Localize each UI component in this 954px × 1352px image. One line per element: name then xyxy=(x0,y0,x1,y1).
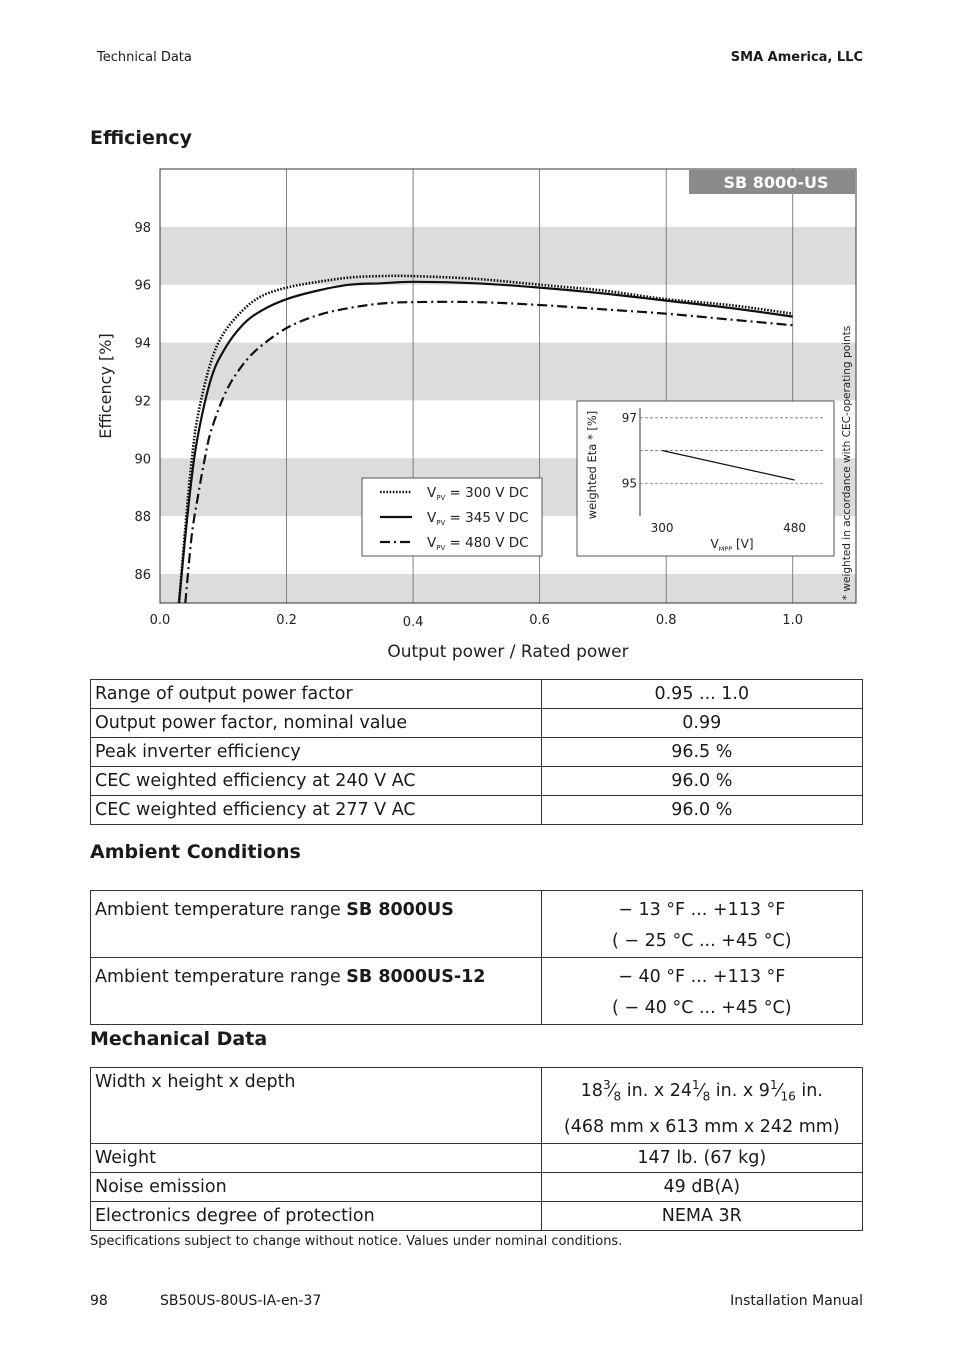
model-badge: SB 8000-US xyxy=(723,173,829,192)
table-row xyxy=(91,891,863,958)
table-row xyxy=(91,958,863,1025)
inset-x-tick: 480 xyxy=(783,521,807,535)
legend-label: $V_{PV} = 480$ V DC xyxy=(427,535,529,552)
grid-band xyxy=(160,574,856,603)
spec-value: − 40 °F ... +113 °F ( − 40 °C ... +45 °C) xyxy=(541,958,862,1025)
spec-value: 0.95 ... 1.0 xyxy=(541,680,862,709)
dims-metric: (468 mm x 613 mm x 242 mm) xyxy=(563,1117,840,1138)
footnote: Specifications subject to change without notice. Values under nominal conditions. xyxy=(90,1234,623,1249)
y-tick-labels xyxy=(134,221,151,583)
inset-y-tick: 97 xyxy=(621,410,637,425)
mechanical-table xyxy=(90,1067,863,1231)
spec-value: 96.0 % xyxy=(541,796,862,825)
table-row xyxy=(91,1173,863,1202)
legend-label: $V_{PV} = 345$ V DC xyxy=(427,510,529,527)
page-number: 98 xyxy=(90,1293,108,1309)
inset-y-label: weighted Eta * [%] xyxy=(585,410,599,520)
header-left: Technical Data xyxy=(97,50,192,65)
spec-value: 96.5 % xyxy=(541,738,862,767)
section-title-efficiency: Efficiency xyxy=(90,127,193,149)
table-row xyxy=(91,796,863,825)
x-tick-label: 1.0 xyxy=(782,613,804,628)
legend-label: $V_{PV} = 300$ V DC xyxy=(427,485,529,502)
table-row xyxy=(91,1068,863,1144)
document-id: SB50US-80US-IA-en-37 xyxy=(160,1293,322,1309)
spec-label: Range of output power factor xyxy=(91,680,542,709)
x-tick-label: 0.4 xyxy=(402,615,424,630)
spec-label: Ambient temperature range SB 8000US xyxy=(91,891,542,958)
ambient-table xyxy=(90,890,863,1025)
dims-value: $18^3⁄_8$ in. x $24^1⁄_8$ in. x $9^1⁄_{16}$ in. (468 mm x 613 mm x 242 mm) xyxy=(541,1068,862,1144)
x-tick-label: 0.6 xyxy=(529,613,550,628)
y-tick-label: 88 xyxy=(134,510,151,526)
table-row xyxy=(91,1144,863,1173)
dims-label: Width x height x depth xyxy=(91,1068,542,1144)
table-row xyxy=(91,738,863,767)
section-title-mechanical: Mechanical Data xyxy=(90,1028,268,1050)
spec-value: − 13 °F ... +113 °F ( − 25 °C ... +45 °C) xyxy=(541,891,862,958)
table-row xyxy=(91,1202,863,1231)
spec-value: 49 dB(A) xyxy=(541,1173,862,1202)
spec-label: Peak inverter efficiency xyxy=(91,738,542,767)
spec-value: 147 lb. (67 kg) xyxy=(541,1144,862,1173)
spec-label: CEC weighted efficiency at 240 V AC xyxy=(91,767,542,796)
spec-value: 96.0 % xyxy=(541,767,862,796)
x-tick-label: 0.0 xyxy=(149,613,171,628)
table-row xyxy=(91,680,863,709)
y-axis-label: Efficency [%] xyxy=(96,333,115,439)
x-tick-label: 0.8 xyxy=(655,613,677,628)
spec-label: Electronics degree of protection xyxy=(91,1202,542,1231)
table-row xyxy=(91,709,863,738)
x-tick-labels xyxy=(150,613,803,630)
table-row xyxy=(91,767,863,796)
spec-label: Noise emission xyxy=(91,1173,542,1202)
y-tick-label: 98 xyxy=(134,220,151,236)
grid-band xyxy=(160,227,856,285)
efficiency-table xyxy=(90,679,863,825)
inset-x-tick: 300 xyxy=(650,521,674,535)
footer-right: Installation Manual xyxy=(730,1293,863,1309)
y-tick-label: 86 xyxy=(134,568,151,584)
spec-value: NEMA 3R xyxy=(541,1202,862,1231)
cec-side-note: * weighted in accordance with CEC-operating points xyxy=(841,325,853,601)
spec-label: Weight xyxy=(91,1144,542,1173)
spec-label: CEC weighted efficiency at 277 V AC xyxy=(91,796,542,825)
header-right: SMA America, LLC xyxy=(730,50,863,65)
y-tick-label: 92 xyxy=(134,394,151,410)
grid-band xyxy=(160,343,856,401)
spec-label: Output power factor, nominal value xyxy=(91,709,542,738)
x-tick-label: 0.2 xyxy=(276,613,297,628)
x-axis-label: Output power / Rated power xyxy=(387,642,629,662)
spec-label: Ambient temperature range SB 8000US-12 xyxy=(91,958,542,1025)
inset-x-label: $V_{MPP}$ [V] xyxy=(710,537,754,553)
y-tick-label: 96 xyxy=(134,278,151,294)
section-title-ambient: Ambient Conditions xyxy=(90,841,301,863)
y-tick-label: 94 xyxy=(134,336,151,352)
y-tick-label: 90 xyxy=(134,452,151,468)
spec-value: 0.99 xyxy=(541,709,862,738)
inset-y-tick: 95 xyxy=(621,476,637,491)
